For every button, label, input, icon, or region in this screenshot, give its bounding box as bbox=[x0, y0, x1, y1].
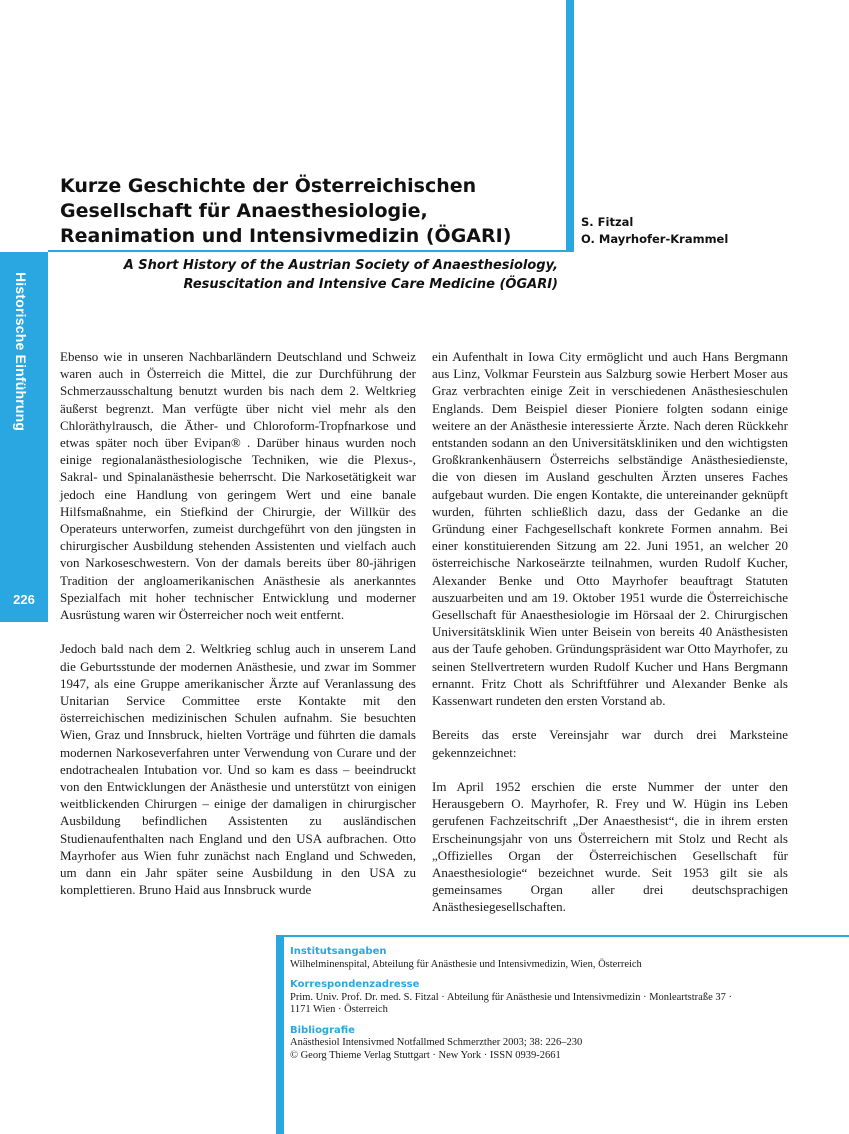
bibliography-line: Anästhesiol Intensivmed Notfallmed Schmerzther 2003; 38: 226–230 bbox=[290, 1037, 583, 1048]
author-name: S. Fitzal bbox=[581, 215, 634, 229]
body-column-right bbox=[432, 348, 788, 933]
header-accent-bar bbox=[566, 0, 574, 252]
bibliography-heading: Bibliografie bbox=[290, 1024, 355, 1036]
correspondence-heading: Korrespondenzadresse bbox=[290, 979, 420, 990]
body-column-left bbox=[60, 348, 416, 916]
section-label: Historische Einführung bbox=[13, 272, 29, 432]
institute-heading: Institutsangaben bbox=[290, 946, 387, 957]
paragraph: Ebenso wie in unseren Nachbarländern Deutschland und Schweiz waren auch in Österreich die Mittel, die zur Durchführung der Schmerzausschaltung benutzt wurden bis nach dem 2. Weltkrieg äußerst begrenzt. Man verfügte über nicht viel mehr als den Chloräthylrausch, die Äther- und Chloroform-Tropfnarkose und etwas später noch über Evipan® . Darüber hinaus wurden noch einige regionalanästhesiologische Techniken, wie die Plexus-, Sakral- und Spinalanästhesie beherrscht. Die Narkosetätigkeit war jedoch eine Handlung von geringem Wert und eine banale Hilfsmaßnahme, ein Stiefkind der Chirurgie, der Willkür des Operateurs unterworfen, zumeist durchgeführt von den jüngsten in chirurgischer Ausbildung stehenden Assistenten und vielfach auch von Narkoseschwestern. Von der damals bereits über 80-jährigen Tradition der angloamerikanischen Anästhesie als anerkanntes Spezialfach mit hoher technischer Entwicklung und moderner Ausrüstung waren wir Österreicher noch weit entfernt. bbox=[60, 349, 416, 623]
author-list bbox=[581, 214, 728, 248]
page-number: 226 bbox=[13, 592, 35, 607]
author-name: O. Mayrhofer-Krammel bbox=[581, 232, 729, 246]
institute-section bbox=[290, 946, 840, 971]
article-title: Kurze Geschichte der Österreichischen Gesellschaft für Anaesthesiologie, Reanimation und Intensivmedizin (ÖGARI) bbox=[60, 175, 512, 247]
correspondence-line: Prim. Univ. Prof. Dr. med. S. Fitzal · Abteilung für Anästhesie und Intensivmedizin · Monleartstraße 37 · bbox=[290, 991, 732, 1003]
article-info-box bbox=[276, 935, 849, 1134]
paragraph: Im April 1952 erschien die erste Nummer der unter den Herausgebern O. Mayrhofer, R. Frey und W. Hügin ins Leben gerufenen Fachzeitschrift „Der Anaesthesist“, die in ihrem ersten Erscheinungsjahr von uns Österreichern mit Stolz und Recht als „Offizielles Organ der Österreichischen Gesellschaft für Anaesthesiologie“ bezeichnet wurde. Seit 1953 gilt sie als gemeinsames Organ aller drei deutschsprachigen Anästhesiegesellschaften. bbox=[432, 779, 788, 915]
info-content bbox=[290, 946, 840, 1070]
info-accent-bar bbox=[276, 937, 284, 1134]
institute-text: Wilhelminenspital, Abteilung für Anästhesie und Intensivmedizin, Wien, Österreich bbox=[290, 958, 642, 970]
paragraph: Jedoch bald nach dem 2. Weltkrieg schlug auch in unserem Land die Geburtsstunde der modernen Anästhesie, und zwar im Sommer 1947, als eine Gruppe amerikanischer Ärzte auf Veranlassung des Unitarian Service Committee erste Kontakte mit den österreichischen medizinischen Schulen aufnahm. Sie besuchten Wien, Graz und Innsbruck, hielten Vorträge und führten die damals modernen Narkoseverfahren unter Verwendung von Curare und der endotrachealen Intubation vor. Und so kam es dass – beeindruckt von den Entwicklungen der Anästhesie und unterstützt von einigen weitblickenden Chirurgen – einige der damaligen in chirurgischer Ausbildung befindlichen Assistenten zu ausländischen Studienaufenthalten nach England und den USA aufbrachen. Otto Mayrhofer aus Wien fuhr zunächst nach England und Schweden, um dann ein Jahr später seine Ausbildung in den USA zu komplettieren. Bruno Haid aus Innsbruck wurde bbox=[60, 641, 416, 898]
correspondence-section bbox=[290, 979, 840, 1017]
paragraph: ein Aufenthalt in Iowa City ermöglicht und auch Hans Bergmann aus Linz, Volkmar Feurstein aus Salzburg sowie Herbert Moser aus Graz verbrachten einige Zeit in verschiedenen Anästhesieschulen Englands. Dem Beispiel dieser Pioniere folgten sodann einige weitere an der Anästhesie interessierte Ärzte. Nach deren Rückkehr entstanden sodann an den Universitätskliniken und den wichtigsten Großkrankenhäusern Österreichs selbständige Anästhesiedienste, die von diesen im Ausland geschulten Ärzten unseres Faches aufgebaut wurden. Die engen Kontakte, die untereinander geknüpft wurden, führten schließlich dazu, dass der Gedanke an die Gründung einer Fachgesellschaft konkrete Formen annahm. Bei einer konstituierenden Sitzung am 22. Juni 1951, an welcher 20 österreichische Narkoseärzte teilnahmen, wurden Rudolf Kucher, Alexander Benke und Otto Mayrhofer beauftragt Statuten auszuarbeiten und am 19. Oktober 1951 wurde die Österreichische Gesellschaft für Anaesthesiologie im Hörsaal der 2. Chirurgischen Universitätsklinik Wien unter Beisein von bereits 40 Anästhesisten aus der Taufe gehoben. Gründungspräsident war Otto Mayrhofer, zu seinen Stellvertretern wurden Rudolf Kucher und Hans Bergmann ernannt. Fritz Chott als Schriftführer und Alexander Benke als Kassenwart rundeten den ersten Vorstand ab. bbox=[432, 349, 788, 709]
paragraph: Bereits das erste Vereinsjahr war durch drei Marksteine gekennzeichnet: bbox=[432, 727, 788, 760]
bibliography-line: © Georg Thieme Verlag Stuttgart · New York · ISSN 0939-2661 bbox=[290, 1049, 561, 1061]
correspondence-line: 1171 Wien · Österreich bbox=[290, 1004, 388, 1015]
title-underline bbox=[48, 250, 574, 252]
english-subtitle: A Short History of the Austrian Society of Anaesthesiology, Resuscitation and Intensive Care Medicine (ÖGARI) bbox=[123, 258, 558, 292]
bibliography-section bbox=[290, 1025, 840, 1063]
